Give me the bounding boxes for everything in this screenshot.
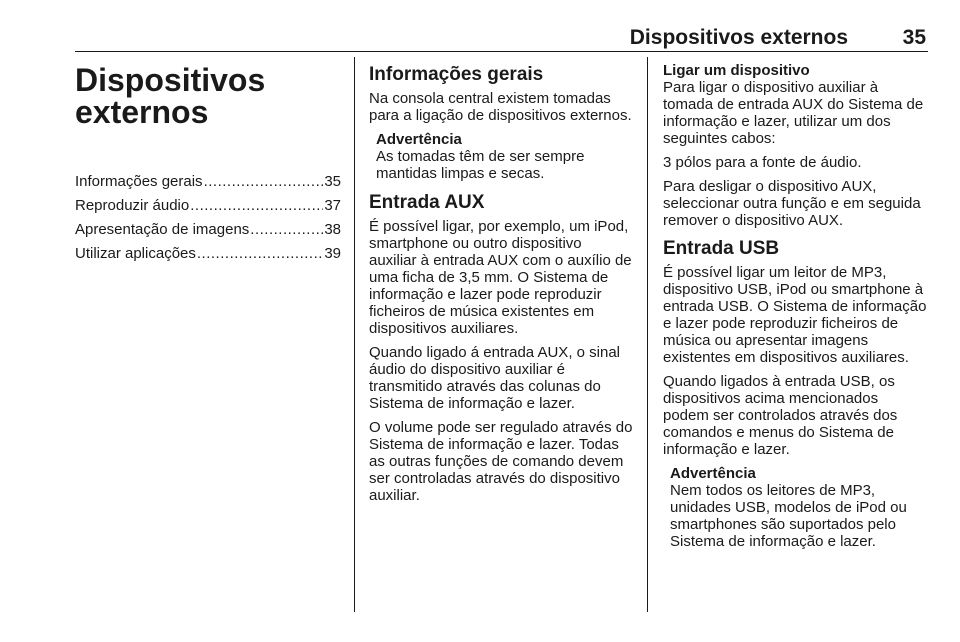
toc-entry-label: Apresentação de imagens [75,221,250,238]
note-title: Advertência [670,465,756,482]
paragraph: Na consola central existem tomadas para a ligação de dispositivos externos. [369,90,632,124]
section-heading-general: Informações gerais [369,64,544,85]
page-header [75,26,928,50]
toc-entry[interactable] [75,170,341,194]
paragraph: Quando ligados à entrada USB, os dispositivos acima mencionados podem ser controlados através dos comandos e menus do Sistema de informação e lazer. [663,373,898,458]
chapter-title-line-1: Dispositivos [75,62,266,98]
running-title: Dispositivos externos [629,26,848,49]
paragraph: Para ligar o dispositivo auxiliar à tomada de entrada AUX do Sistema de informação e lazer, utilizar um dos seguintes cabos: [663,79,924,147]
toc-entry-page: 39 [324,245,341,262]
note-text: Nem todos os leitores de MP3, unidades USB, modelos de iPod ou smartphones são suportados pelo Sistema de informação e lazer. [670,482,907,550]
toc-entry-page: 37 [324,197,341,214]
page-number: 35 [902,26,926,49]
paragraph: É possível ligar um leitor de MP3, dispositivo USB, iPod ou smartphone à entrada USB. O Sistema de informação e lazer pode reproduzir ficheiros de música ou apresentar imagens existentes em dispositivos auxiliares. [663,264,927,366]
toc-entry[interactable] [75,242,341,266]
toc-entry-label: Utilizar aplicações [75,245,196,262]
chapter-column [75,62,341,266]
chapter-title [75,64,341,128]
column-divider-2 [647,57,648,612]
paragraph: O volume pode ser regulado através do Sistema de informação e lazer. Todas as outras funções de comando devem ser controladas através do dispositivo auxiliar. [369,419,633,504]
paragraph: Para desligar o dispositivo AUX, seleccionar outra função e em seguida remover o dispositivo AUX. [663,178,921,229]
note-text: As tomadas têm de ser sempre mantidas limpas e secas. [376,148,585,182]
toc-entry-page: 35 [324,173,341,190]
note-box [376,131,633,182]
paragraph: Quando ligado á entrada AUX, o sinal áudio do dispositivo auxiliar é transmitido através das colunas do Sistema de informação e lazer. [369,344,621,412]
toc-leader-dots [197,242,323,266]
table-of-contents [75,170,341,266]
header-divider [75,51,928,52]
toc-leader-dots [190,194,323,218]
toc-entry-label: Informações gerais [75,173,203,190]
column-divider-1 [354,57,355,612]
subheading-connect: Ligar um dispositivo [663,62,810,79]
toc-entry[interactable] [75,194,341,218]
toc-entry[interactable] [75,218,341,242]
section-heading-aux: Entrada AUX [369,192,485,213]
note-box [670,465,928,550]
right-column [663,62,928,558]
note-title: Advertência [376,131,462,148]
toc-entry-page: 38 [324,221,341,238]
toc-entry-label: Reproduzir áudio [75,197,190,214]
toc-leader-dots [250,218,323,242]
chapter-title-line-2: externos [75,94,209,130]
toc-leader-dots [204,170,324,194]
paragraph: É possível ligar, por exemplo, um iPod, smartphone ou outro dispositivo auxiliar à entrada AUX com o auxílio de uma ficha de 3,5 mm. O Sistema de informação e lazer pode reproduzir ficheiros de música existentes em dispositivos auxiliares. [369,218,632,337]
paragraph: 3 pólos para a fonte de áudio. [663,154,862,171]
section-heading-usb: Entrada USB [663,238,780,259]
middle-column [369,62,633,511]
